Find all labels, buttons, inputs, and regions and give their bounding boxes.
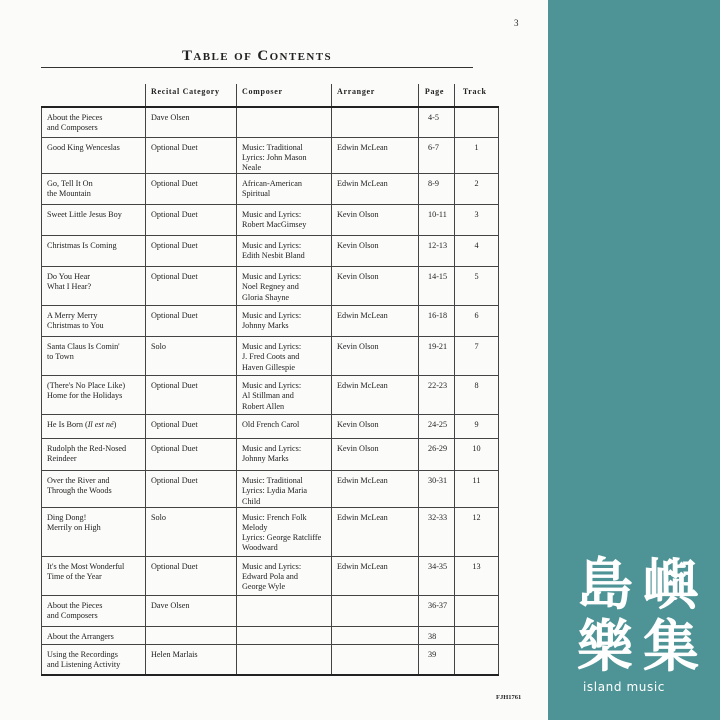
cell-piece: (There's No Place Like) Home for the Holidays [42,376,146,415]
cell-track: 7 [455,337,499,376]
cell-composer: Music and Lyrics: Johnny Marks [237,439,332,471]
cell-composer: Music and Lyrics: Edith Nesbit Bland [237,236,332,267]
logo-characters [575,553,703,680]
cell-arranger: Edwin McLean [332,174,419,205]
cell-track [455,626,499,644]
table-row [42,376,499,415]
contents-table [41,84,499,676]
cell-page: 4-5 [419,107,455,137]
cell-page: 16-18 [419,306,455,337]
table-row [42,556,499,595]
cell-track [455,595,499,626]
table-row [42,595,499,626]
cell-page: 6-7 [419,137,455,174]
cell-category: Optional Duet [146,439,237,471]
table-header-row [42,84,499,102]
cell-composer: Music and Lyrics: Robert MacGimsey [237,205,332,236]
column-header-track: Track [455,84,499,102]
cell-category [146,626,237,644]
logo-char: 集 [643,615,699,680]
cell-category: Dave Olsen [146,595,237,626]
cell-track: 12 [455,507,499,556]
table-row [42,471,499,508]
cell-track: 11 [455,471,499,508]
cell-arranger: Kevin Olson [332,267,419,306]
cell-track [455,107,499,137]
logo-tagline: island music [583,680,665,694]
column-header-arranger: Arranger [332,84,419,102]
table-row [42,507,499,556]
cell-composer: Music: Traditional Lyrics: John Mason Neale [237,137,332,174]
cell-page: 14-15 [419,267,455,306]
cell-piece: It's the Most Wonderful Time of the Year [42,556,146,595]
cell-page: 12-13 [419,236,455,267]
cell-track: 4 [455,236,499,267]
cell-composer: Music and Lyrics: Al Stillman and Robert Allen [237,376,332,415]
cell-composer: Music: Traditional Lyrics: Lydia Maria Child [237,471,332,508]
cell-page: 36-37 [419,595,455,626]
cell-piece: Christmas Is Coming [42,236,146,267]
cell-track: 2 [455,174,499,205]
cell-arranger: Kevin Olson [332,439,419,471]
cell-category: Optional Duet [146,415,237,439]
page-number: 3 [514,18,519,28]
cell-track: 10 [455,439,499,471]
cell-arranger: Kevin Olson [332,415,419,439]
cell-arranger: Edwin McLean [332,556,419,595]
cell-arranger [332,626,419,644]
cell-composer [237,626,332,644]
cell-page: 8-9 [419,174,455,205]
cell-track: 9 [455,415,499,439]
cell-arranger: Kevin Olson [332,337,419,376]
island-music-logo [575,553,703,694]
table-row [42,107,499,137]
cell-arranger [332,595,419,626]
logo-char: 樂 [577,615,633,680]
cell-category: Optional Duet [146,174,237,205]
cell-page: 19-21 [419,337,455,376]
cell-category: Optional Duet [146,205,237,236]
column-header-composer: Composer [237,84,332,102]
cell-page: 26-29 [419,439,455,471]
cell-piece: Do You Hear What I Hear? [42,267,146,306]
cell-category: Helen Marlais [146,644,237,675]
cell-category: Solo [146,337,237,376]
cell-track: 3 [455,205,499,236]
column-header-piece [42,84,146,102]
cell-piece: Ding Dong! Merrily on High [42,507,146,556]
cell-piece: About the Pieces and Composers [42,595,146,626]
cell-composer [237,107,332,137]
cell-composer: Music and Lyrics: Johnny Marks [237,306,332,337]
cell-category: Optional Duet [146,236,237,267]
cell-page: 22-23 [419,376,455,415]
cell-composer: Old French Carol [237,415,332,439]
cell-page: 34-35 [419,556,455,595]
table-row [42,439,499,471]
contents-table-body [42,107,499,675]
cell-track: 5 [455,267,499,306]
title-divider [41,67,473,68]
cell-composer [237,644,332,675]
cell-arranger [332,644,419,675]
cell-piece: Rudolph the Red-Nosed Reindeer [42,439,146,471]
cell-arranger: Edwin McLean [332,306,419,337]
catalog-code: FJH1761 [496,694,522,701]
cell-piece: He Is Born (Il est né) [42,415,146,439]
cell-piece: A Merry Merry Christmas to You [42,306,146,337]
cell-category: Optional Duet [146,137,237,174]
cell-arranger: Edwin McLean [332,376,419,415]
table-row [42,205,499,236]
cell-page: 30-31 [419,471,455,508]
table-row [42,337,499,376]
cell-category: Optional Duet [146,471,237,508]
cell-track: 8 [455,376,499,415]
cell-arranger: Edwin McLean [332,507,419,556]
cell-piece: Using the Recordings and Listening Activity [42,644,146,675]
cell-track: 1 [455,137,499,174]
cell-piece: Santa Claus Is Comin' to Town [42,337,146,376]
cell-arranger [332,107,419,137]
italic-subtitle: Il est né [87,420,114,430]
cell-track: 6 [455,306,499,337]
table-row [42,137,499,174]
column-header-category: Recital Category [146,84,237,102]
cell-category: Dave Olsen [146,107,237,137]
cell-arranger: Kevin Olson [332,236,419,267]
column-header-page: Page [419,84,455,102]
cell-category: Optional Duet [146,306,237,337]
page-title: Table of Contents [182,48,332,64]
cell-page: 38 [419,626,455,644]
cell-composer: Music: French Folk Melody Lyrics: George Ratcliffe Woodward [237,507,332,556]
cell-page: 10-11 [419,205,455,236]
cell-track [455,644,499,675]
cell-page: 32-33 [419,507,455,556]
cell-category: Optional Duet [146,267,237,306]
cell-composer: Music and Lyrics: J. Fred Coots and Haven Gillespie [237,337,332,376]
table-row [42,644,499,675]
cell-piece: About the Pieces and Composers [42,107,146,137]
table-row [42,415,499,439]
cell-composer: Music and Lyrics: Noel Regney and Gloria Shayne [237,267,332,306]
table-row [42,267,499,306]
logo-char: 嶼 [643,553,699,618]
table-row [42,236,499,267]
cell-piece: Go, Tell It On the Mountain [42,174,146,205]
cell-piece: About the Arrangers [42,626,146,644]
cell-composer [237,595,332,626]
table-row [42,174,499,205]
cell-piece: Sweet Little Jesus Boy [42,205,146,236]
cell-piece: Good King Wenceslas [42,137,146,174]
table-row [42,306,499,337]
cell-category: Solo [146,507,237,556]
cell-composer: Music and Lyrics: Edward Pola and George Wyle [237,556,332,595]
logo-char: 島 [577,553,633,618]
cell-page: 24-25 [419,415,455,439]
cell-category: Optional Duet [146,556,237,595]
cell-arranger: Edwin McLean [332,137,419,174]
cell-page: 39 [419,644,455,675]
cell-category: Optional Duet [146,376,237,415]
cell-piece: Over the River and Through the Woods [42,471,146,508]
cell-composer: African-American Spiritual [237,174,332,205]
cell-arranger: Edwin McLean [332,471,419,508]
cell-track: 13 [455,556,499,595]
cell-arranger: Kevin Olson [332,205,419,236]
table-row [42,626,499,644]
